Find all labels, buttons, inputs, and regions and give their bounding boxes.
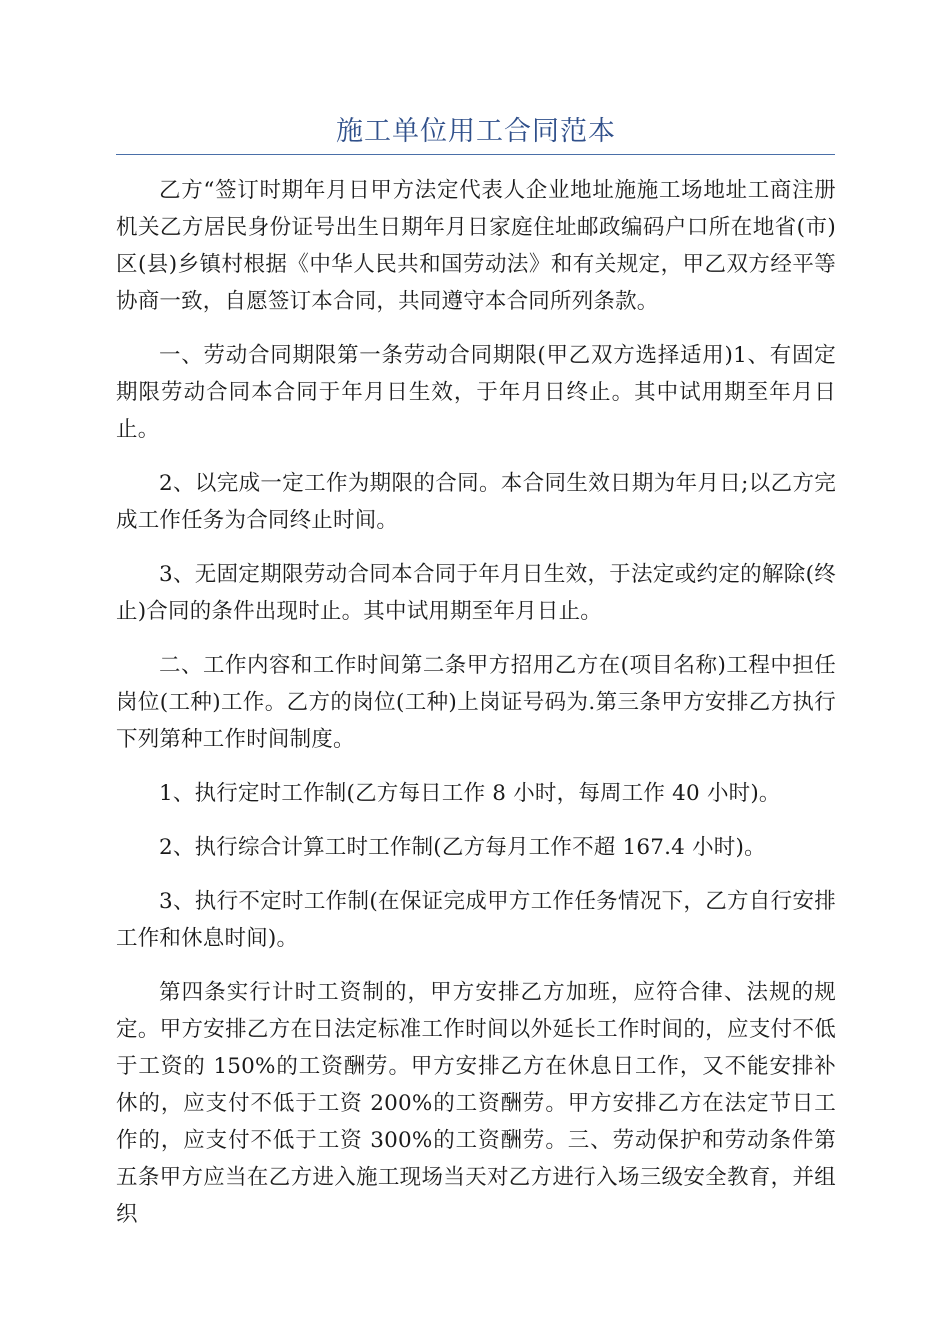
document-body [116,172,836,1250]
paragraph-contract-term: 一、劳动合同期限第一条劳动合同期限(甲乙双方选择适用)1、有固定期限劳动合同本合同于年月日生效，于年月日终止。其中试用期至年月日止。 [116,343,836,442]
paragraph-flexible-hours: 3、执行不定时工作制(在保证完成甲方工作任务情况下，乙方自行安排工作和休息时间)。 [116,889,836,951]
paragraph-work-content: 二、工作内容和工作时间第二条甲方招用乙方在(项目名称)工程中担任岗位(工种)工作。乙方的岗位(工种)上岗证号码为.第三条甲方安排乙方执行下列第种工作时间制度。 [116,653,836,752]
paragraph-open-ended-contract: 3、无固定期限劳动合同本合同于年月日生效，于法定或约定的解除(终止)合同的条件出现时止。其中试用期至年月日止。 [116,562,836,624]
paragraph-overtime-pay: 第四条实行计时工资制的，甲方安排乙方加班，应符合律、法规的规定。甲方安排乙方在日法定标准工作时间以外延长工作时间的，应支付不低于工资的 150%的工资酬劳。甲方安排乙方在休息日工作，又不能安排补休的，应支付不低于工资 200%的工资酬劳。甲方安排乙方在法定节日工作的，应支付不低于工资 300%的工资酬劳。三、劳动保护和劳动条件第五条甲方应当在乙方进入施工现场当天对乙方进行入场三级安全教育，并组织 [116,980,836,1227]
document-title: 施工单位用工合同范本 [336,116,616,147]
paragraph-comprehensive-hours: 2、执行综合计算工时工作制(乙方每月工作不超 167.4 小时)。 [159,835,766,860]
paragraph-fixed-hours: 1、执行定时工作制(乙方每日工作 8 小时，每周工作 40 小时)。 [159,781,781,806]
title-underline [116,154,835,155]
paragraph-intro: 乙方“签订时期年月日甲方法定代表人企业地址施施工场地址工商注册机关乙方居民身份证号出生日期年月日家庭住址邮政编码户口所在地省(市)区(县)乡镇村根据《中华人民共和国劳动法》和有关规定，甲乙双方经平等协商一致，自愿签订本合同，共同遵守本合同所列条款。 [116,178,836,314]
paragraph-task-based-contract: 2、以完成一定工作为期限的合同。本合同生效日期为年月日;以乙方完成工作任务为合同终止时间。 [116,471,836,533]
